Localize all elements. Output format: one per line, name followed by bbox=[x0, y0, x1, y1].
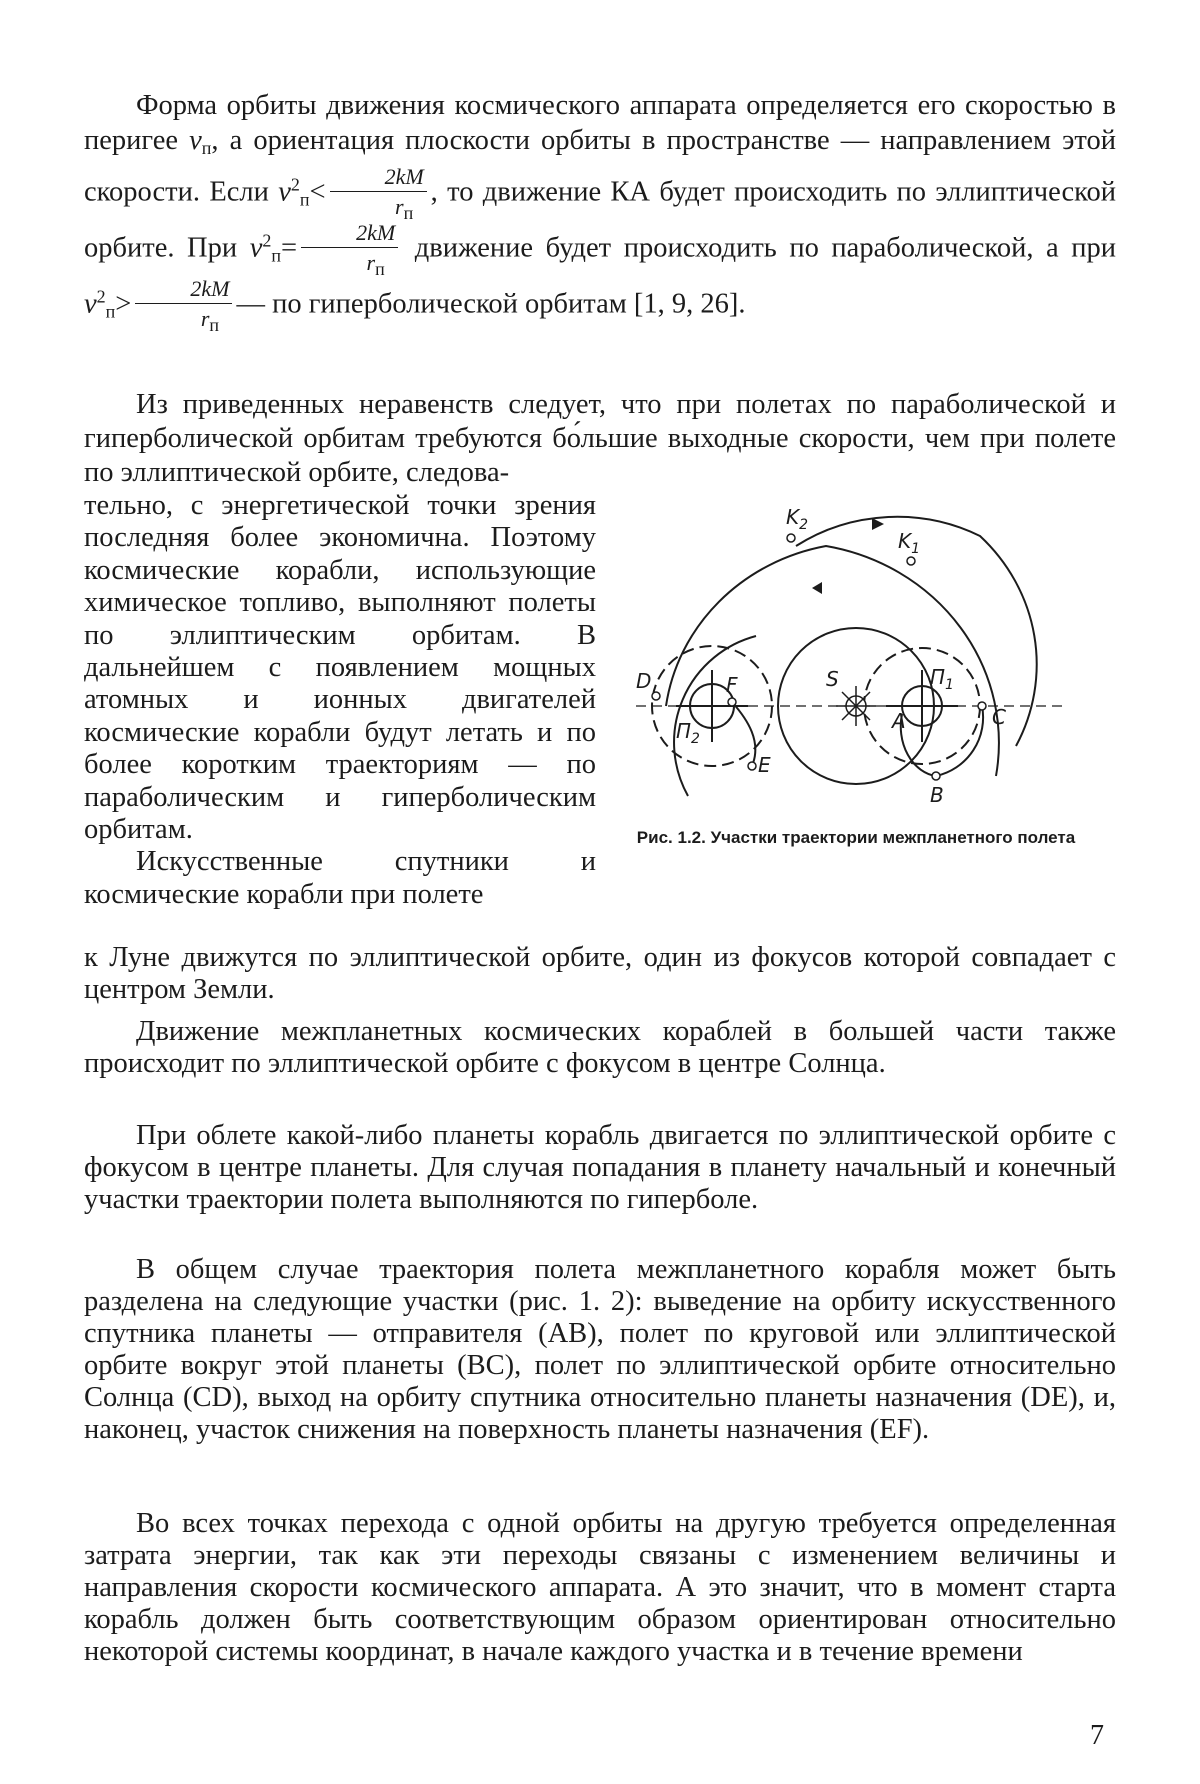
var-v: v bbox=[84, 288, 97, 320]
paragraph-energy-transfer bbox=[84, 1508, 1116, 1668]
sup-2: 2 bbox=[96, 286, 106, 307]
sub-p: п bbox=[403, 203, 414, 223]
label-f: F bbox=[726, 673, 738, 697]
fraction-numerator: 2kM bbox=[135, 278, 232, 304]
text-p1-b: , а ориентация плоскости орбиты в пространстве — направлением этой скорости. Если bbox=[84, 125, 1116, 208]
var-v: v bbox=[189, 125, 202, 156]
fraction-denominator: r bbox=[395, 194, 404, 219]
paragraph-energy-top bbox=[84, 388, 1116, 490]
sub-p: п bbox=[105, 301, 116, 322]
paragraph-flyby bbox=[84, 1120, 1116, 1216]
paragraph-energy-wrap bbox=[84, 490, 596, 911]
figure-trajectory bbox=[636, 506, 1120, 848]
page-number: 7 bbox=[1090, 1720, 1104, 1751]
label-d: D bbox=[636, 669, 652, 693]
text-p5: При облете какой-либо планеты корабль двигается по эллиптической орбите с фокусом в центре планеты. Для случая попадания в планету начальный и конечный участки траектории полета выполняются по гиперболе. bbox=[84, 1120, 1116, 1215]
label-k2: $K_2$ bbox=[786, 506, 809, 533]
fraction-2kM-rp bbox=[301, 222, 398, 278]
fraction-denominator: r bbox=[200, 306, 210, 331]
label-e: E bbox=[758, 753, 771, 777]
text-p3-rest: к Луне движутся по эллиптической орбите, один из фокусов которой совпадает с центром Земли. bbox=[84, 942, 1116, 1005]
sub-p: п bbox=[375, 259, 385, 279]
text-p1-a: Форма орбиты движения космического аппарата определяется его скоростью в перигее bbox=[84, 90, 1116, 156]
var-v: v bbox=[249, 232, 263, 264]
figure-caption: Рис. 1.2. Участки траектории межпланетного полета bbox=[636, 828, 1076, 847]
paragraph-orbit-form bbox=[84, 88, 1116, 334]
dash: — bbox=[236, 288, 265, 320]
equals-sign: = bbox=[281, 232, 298, 264]
label-p1: $П_1$ bbox=[930, 665, 954, 693]
fraction-numerator: 2kM bbox=[301, 222, 398, 248]
sup-2: 2 bbox=[262, 230, 272, 251]
label-a: A bbox=[892, 709, 906, 733]
greater-than-sign: > bbox=[115, 288, 132, 320]
paragraph-moon bbox=[84, 942, 1116, 1006]
label-b: B bbox=[930, 783, 944, 807]
text-p1-c: , то движение КА будет происходить по эллиптической орбите. При bbox=[84, 176, 1116, 264]
text-p7: Во всех точках перехода с одной орбиты на другую требуется определенная затрата энергии, так как эти переходы связаны с изменением величины и направления скорости космического аппарата. А это значит, что в момент старта корабль должен быть соответствующим образом ориентирован относительно некоторой системы координат, в начале каждого участка и в течение времени bbox=[84, 1508, 1116, 1667]
sub-p: п bbox=[299, 189, 310, 210]
text-p2-top: Из приведенных неравенств следует, что при полетах по параболической и гиперболической орбитам требуются бо́льшие выходные скорости, чем при полете по эллиптической орбите, следова- bbox=[84, 389, 1116, 488]
text-p1-e: по гиперболической орбитам [1, 9, 26]. bbox=[264, 288, 746, 320]
label-k1: $K_1$ bbox=[898, 529, 921, 557]
fraction-2kM-rp bbox=[135, 278, 232, 334]
fraction-denominator: r bbox=[366, 250, 376, 275]
paragraph-interplanetary bbox=[84, 1016, 1116, 1080]
text-p6: В общем случае траектория полета межпланетного корабля может быть разделена на следующие участки (рис. 1. 2): выведение на орбиту искусственного спутника планеты — отправителя (AB), полет по круговой или эллиптической орбите вокруг этой планеты (BC), полет по эллиптической орбите относительно Солнца (CD), выход на орбиту спутника относительно планеты назначения (DE), и, наконец, участок снижения на поверхность планеты назначения (EF). bbox=[84, 1254, 1116, 1445]
fraction-2kM-rp bbox=[330, 166, 427, 222]
sub-p: п bbox=[271, 245, 282, 266]
sub-p: п bbox=[201, 138, 212, 158]
sub-p: п bbox=[209, 315, 220, 335]
trajectory-diagram bbox=[636, 506, 1120, 816]
sup-2: 2 bbox=[290, 174, 300, 195]
label-c: C bbox=[992, 705, 1006, 729]
var-v: v bbox=[278, 176, 291, 208]
text-p1-d: движение будет происходить по параболической, а при bbox=[402, 232, 1116, 264]
label-p2: $П_2$ bbox=[676, 719, 700, 747]
text-p3-wrap: Искусственные спутники и космические корабли при полете bbox=[84, 846, 596, 910]
less-than-sign: < bbox=[309, 176, 326, 208]
text-p4: Движение межпланетных космических кораблей в большей части также происходит по эллиптической орбите с фокусом в центре Солнца. bbox=[84, 1016, 1116, 1079]
text-p2-wrap: тельно, с энергетической точки зрения последняя более экономична. Поэтому космические корабли, использующие химическое топливо, выполняют полеты по эллиптическим орбитам. В дальнейшем с появлением мощных атомных и ионных двигателей космические корабли будут летать и по более коротким траекториям — по параболическим и гиперболическим орбитам. bbox=[84, 490, 596, 846]
label-s: S bbox=[826, 667, 839, 691]
paragraph-segments bbox=[84, 1254, 1116, 1446]
fraction-numerator: 2kM bbox=[330, 166, 427, 192]
